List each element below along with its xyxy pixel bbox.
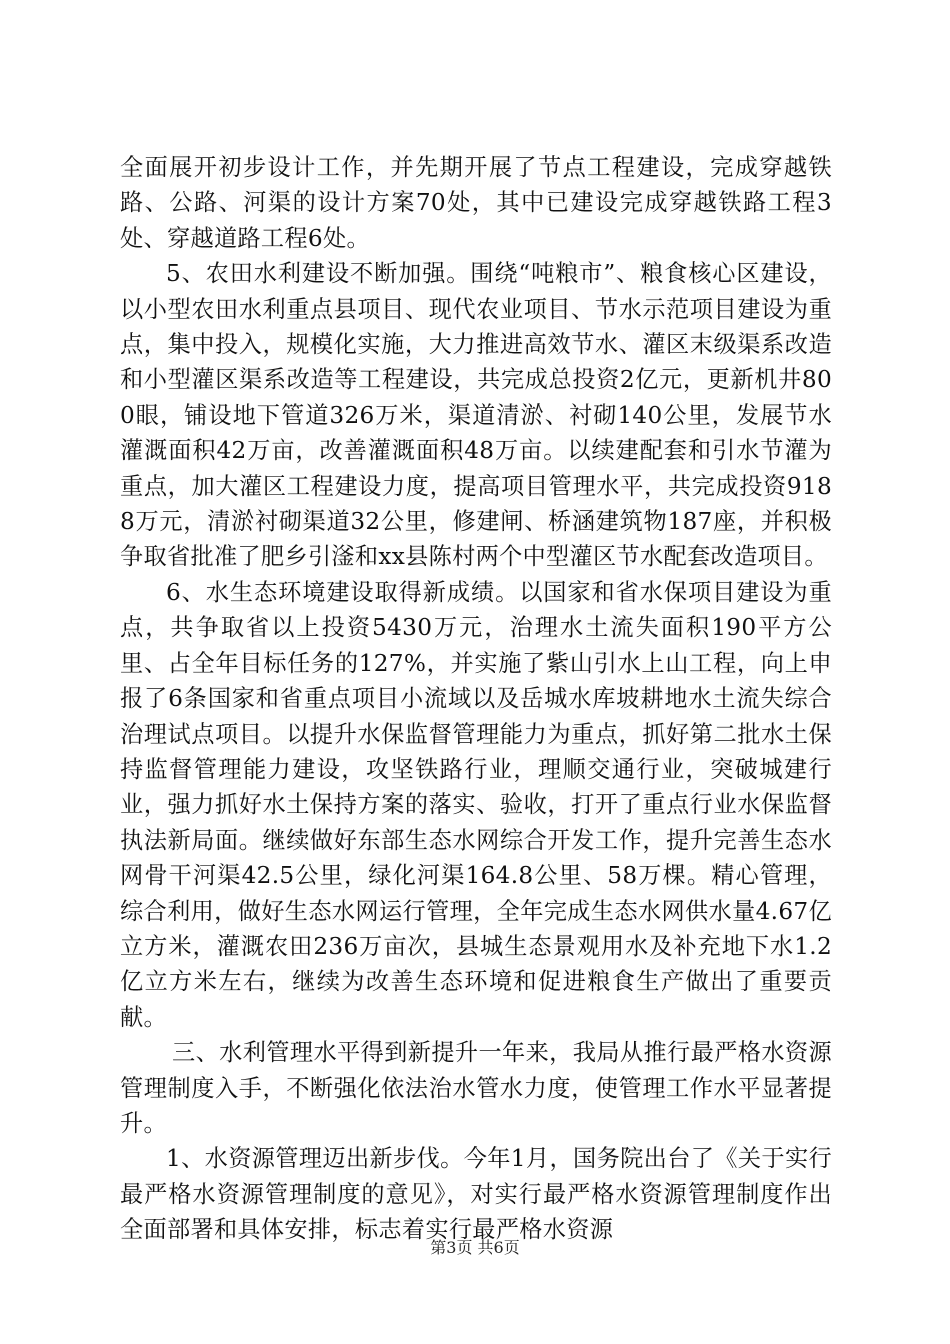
- paragraph-pipeline-design: 全面展开初步设计工作，并先期开展了节点工程建设，完成穿越铁路、公路、河渠的设计方案70处，其中已建设完成穿越铁路工程3处、穿越道路工程6处。: [120, 154, 832, 252]
- document-body: [120, 150, 832, 1248]
- page-number-footer: 第3页 共6页: [430, 1238, 520, 1257]
- paragraph-water-resource-management: 1、水资源管理迈出新步伐。今年1月，国务院出台了《关于实行最严格水资源管理制度的意见》，对实行最严格水资源管理制度作出全面部署和具体安排，标志着实行最严格水资源: [120, 1145, 832, 1244]
- paragraph-section-three-heading: 三、水利管理水平得到新提升一年来，我局从推行最严格水资源管理制度入手，不断强化依法治水管水力度，使管理工作水平显著提升。: [120, 1039, 832, 1137]
- paragraph-water-ecology: 6、水生态环境建设取得新成绩。以国家和省水保项目建设为重点，共争取省以上投资5430万元，治理水土流失面积190平方公里、占全年目标任务的127%，并实施了紫山引水上山工程，向上申报了6条国家和省重点项目小流域以及岳城水库坡耕地水土流失综合治理试点项目。以提升水保监督管理能力为重点，抓好第二批水土保持监督管理能力建设，攻坚铁路行业，理顺交通行业，突破城建行业，强力抓好水土保持方案的落实、验收，打开了重点行业水保监督执法新局面。继续做好东部生态水网综合开发工作，提升完善生态水网骨干河渠42.5公里，绿化河渠164.8公里、58万棵。精心管理，综合利用，做好生态水网运行管理，全年完成生态水网供水量4.67亿立方米，灌溉农田236万亩次，县城生态景观用水及补充地下水1.2亿立方米左右，继续为改善生态环境和促进粮食生产做出了重要贡献。: [120, 578, 832, 1031]
- paragraph-farmland-irrigation: 5、农田水利建设不断加强。围绕“吨粮市”、粮食核心区建设，以小型农田水利重点县项目、现代农业项目、节水示范项目建设为重点，集中投入，规模化实施，大力推进高效节水、灌区末级渠系改造和小型灌区渠系改造等工程建设，共完成总投资2亿元，更新机井800眼，铺设地下管道326万米，渠道清淤、衬砌140公里，发展节水灌溉面积42万亩，改善灌溉面积48万亩。以续建配套和引水节灌为重点，加大灌区工程建设力度，提高项目管理水平，共完成投资9188万元，清淤衬砌渠道32公里，修建闸、桥涵建筑物187座，并积极争取省批准了肥乡引滏和xx县陈村两个中型灌区节水配套改造项目。: [120, 260, 832, 571]
